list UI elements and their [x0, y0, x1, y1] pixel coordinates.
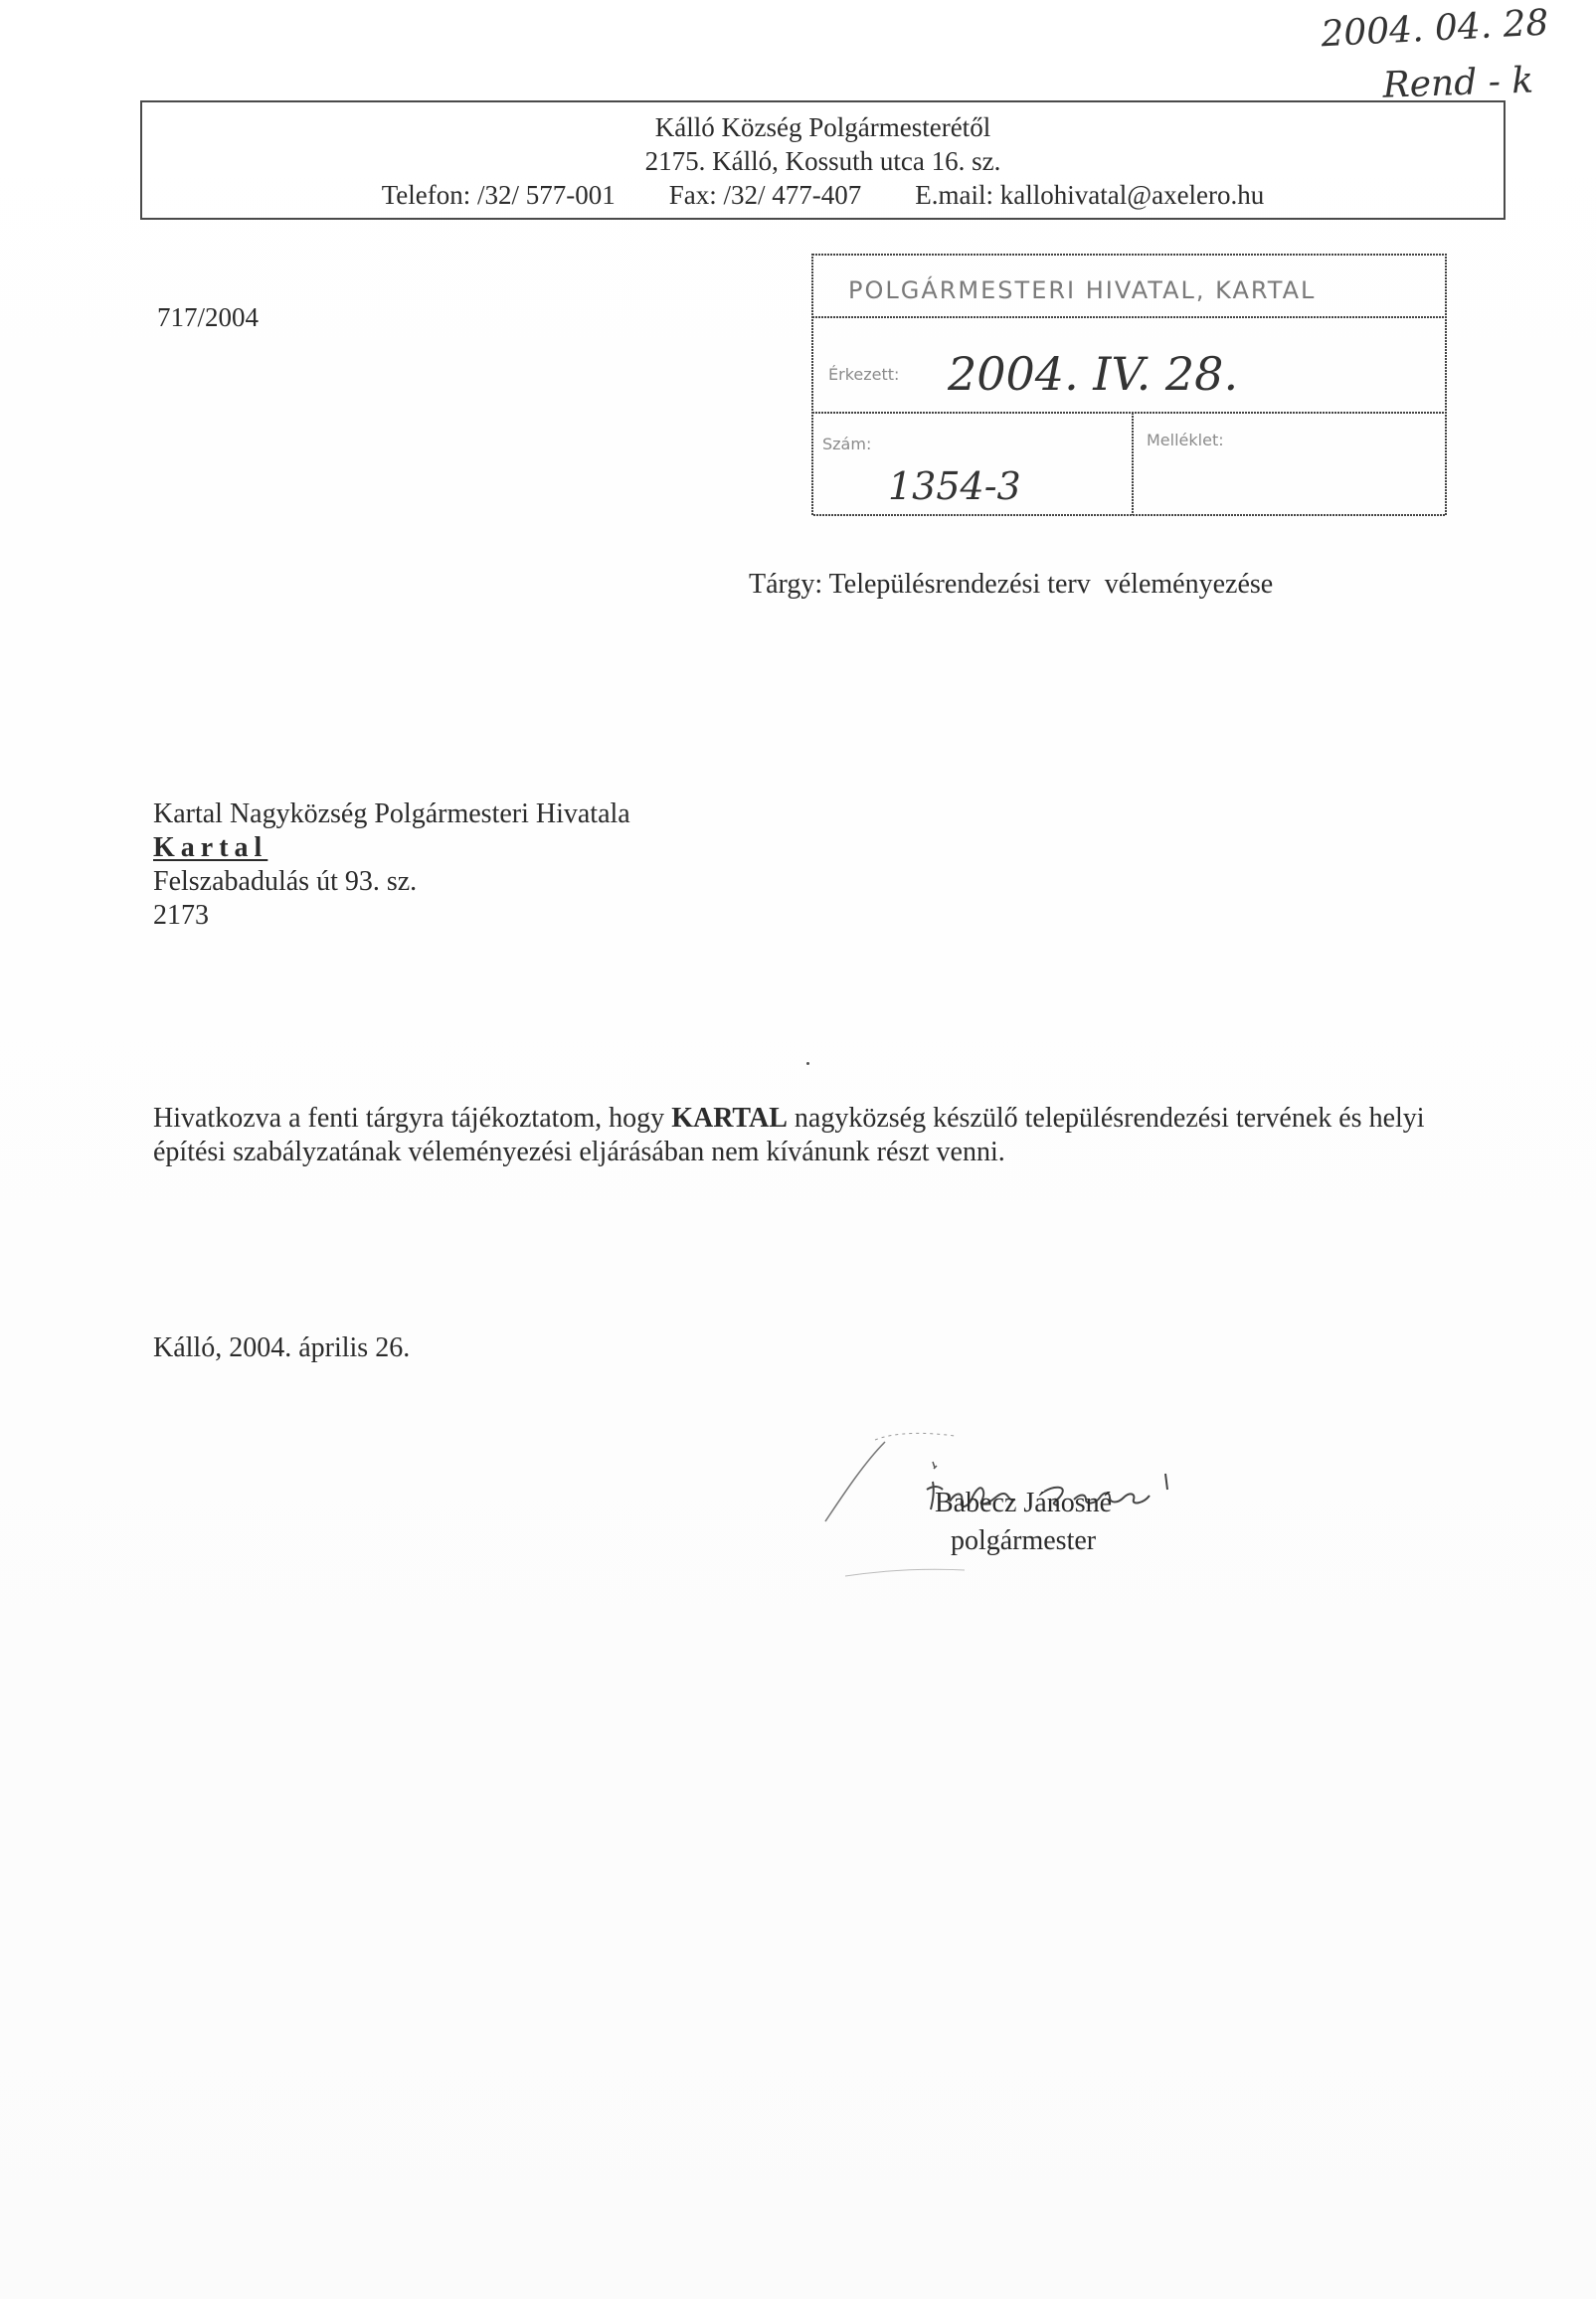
handwritten-line-1: 2004. 04. 28 [1320, 2, 1550, 56]
stamp-received-label: Érkezett: [828, 365, 900, 384]
addressee-city: Kartal [153, 832, 268, 863]
addressee-block [153, 797, 630, 933]
stamp-attachment-label: Melléklet: [1147, 431, 1224, 449]
handwritten-annotation [1314, 0, 1572, 109]
body-text-part1: Hivatkozva a fenti tárgyra tájékoztatom, hogy [153, 1103, 672, 1134]
letter-body [153, 1102, 1446, 1169]
signer-title: polgármester [950, 1525, 1097, 1556]
stamp-received-date: 2004. IV. 28. [948, 347, 1239, 401]
addressee-postcode: 2173 [153, 900, 209, 931]
addressee-street: Felszabadulás út 93. sz. [153, 866, 418, 897]
stamp-number-value: 1354-3 [888, 464, 1021, 508]
signer-block [935, 1485, 1112, 1560]
handwritten-line-2: Rend - k [1381, 60, 1534, 106]
letterhead-box [140, 100, 1506, 220]
place-and-date: Kálló, 2004. április 26. [153, 1332, 411, 1363]
letterhead-phone: Telefon: /32/ 577-001 [381, 180, 616, 210]
registration-stamp [808, 251, 1452, 521]
reference-number: 717/2004 [157, 302, 260, 332]
letterhead-contacts [142, 178, 1504, 212]
letterhead-address: 2175. Kálló, Kossuth utca 16. sz. [644, 146, 1001, 176]
subject-line: Tárgy: Településrendezési terv véleményezése [749, 569, 1274, 600]
letterhead-fax: Fax: /32/ 477-407 [668, 180, 862, 210]
addressee-name: Kartal Nagyközség Polgármesteri Hivatala [153, 798, 630, 829]
stamp-header: POLGÁRMESTERI HIVATAL, KARTAL [848, 276, 1317, 304]
letterhead-email: E.mail: kallohivatal@axelero.hu [915, 180, 1265, 210]
speck-mark [806, 1062, 809, 1065]
body-text-part2: nagyközség készülő településrendezési tervének és helyi építési szabályzatának véleményezési eljárásában nem kívánunk részt venni. [153, 1103, 1425, 1167]
stamp-number-label: Szám: [822, 435, 872, 453]
signer-name: Babecz Jánosné [935, 1488, 1113, 1518]
letterhead-title: Kálló Község Polgármesterétől [654, 112, 991, 142]
body-emphasis: KARTAL [671, 1103, 788, 1134]
